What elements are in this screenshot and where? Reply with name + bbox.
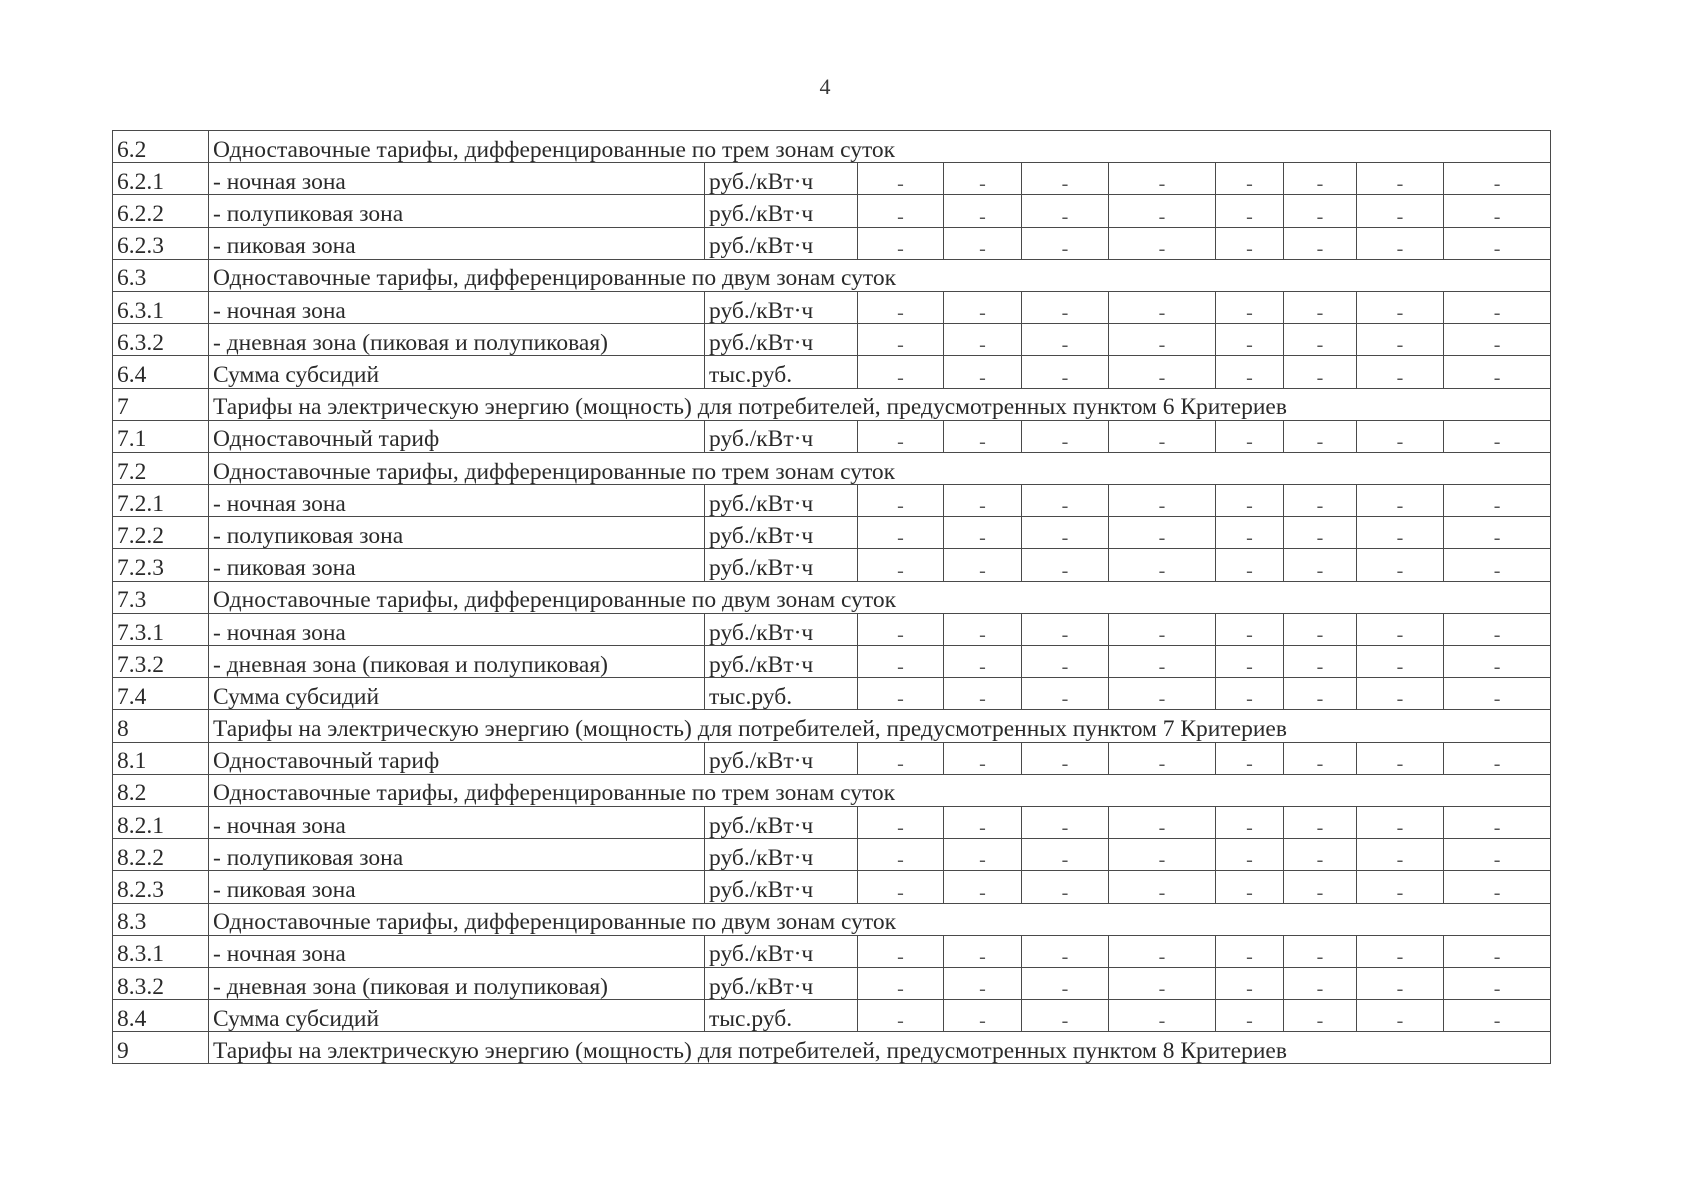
value-cell: - <box>1357 163 1444 195</box>
row-unit: руб./кВт·ч <box>705 517 858 549</box>
row-unit: руб./кВт·ч <box>705 420 858 452</box>
value-cell: - <box>1284 356 1357 388</box>
value-cell: - <box>858 195 944 227</box>
value-cell: - <box>1284 420 1357 452</box>
row-unit: руб./кВт·ч <box>705 967 858 999</box>
value-cell: - <box>1109 324 1216 356</box>
section-row <box>113 710 1551 742</box>
value-cell: - <box>1444 195 1551 227</box>
table-row <box>113 871 1551 903</box>
value-cell: - <box>1357 839 1444 871</box>
row-number: 8.2 <box>113 774 209 806</box>
value-cell: - <box>1444 871 1551 903</box>
value-cell: - <box>1284 967 1357 999</box>
row-number: 7.3 <box>113 581 209 613</box>
value-cell: - <box>1444 517 1551 549</box>
value-cell: - <box>1444 935 1551 967</box>
row-name: - пиковая зона <box>209 549 705 581</box>
section-title: Одноставочные тарифы, дифференцированные по двум зонам суток <box>209 903 1551 935</box>
row-unit: руб./кВт·ч <box>705 549 858 581</box>
value-cell: - <box>1109 646 1216 678</box>
value-cell: - <box>1022 195 1109 227</box>
value-cell: - <box>858 356 944 388</box>
row-unit: руб./кВт·ч <box>705 324 858 356</box>
value-cell: - <box>1284 742 1357 774</box>
table-row <box>113 356 1551 388</box>
value-cell: - <box>1216 678 1284 710</box>
value-cell: - <box>1357 967 1444 999</box>
value-cell: - <box>1022 517 1109 549</box>
value-cell: - <box>944 356 1022 388</box>
row-name: - полупиковая зона <box>209 839 705 871</box>
value-cell: - <box>1216 195 1284 227</box>
value-cell: - <box>1022 839 1109 871</box>
row-number: 8.3 <box>113 903 209 935</box>
value-cell: - <box>858 646 944 678</box>
row-number: 8.3.1 <box>113 935 209 967</box>
value-cell: - <box>944 291 1022 323</box>
row-name: Одноставочный тариф <box>209 742 705 774</box>
value-cell: - <box>1109 163 1216 195</box>
row-name: - дневная зона (пиковая и полупиковая) <box>209 324 705 356</box>
value-cell: - <box>1284 549 1357 581</box>
row-number: 7.3.1 <box>113 613 209 645</box>
value-cell: - <box>1284 839 1357 871</box>
table-row <box>113 742 1551 774</box>
row-unit: руб./кВт·ч <box>705 806 858 838</box>
value-cell: - <box>858 517 944 549</box>
row-name: - ночная зона <box>209 613 705 645</box>
row-unit: руб./кВт·ч <box>705 871 858 903</box>
value-cell: - <box>1357 324 1444 356</box>
value-cell: - <box>1357 646 1444 678</box>
value-cell: - <box>1357 1000 1444 1032</box>
table-row <box>113 324 1551 356</box>
value-cell: - <box>1284 871 1357 903</box>
value-cell: - <box>1109 420 1216 452</box>
section-row <box>113 774 1551 806</box>
section-row <box>113 581 1551 613</box>
value-cell: - <box>1022 871 1109 903</box>
value-cell: - <box>1444 291 1551 323</box>
row-number: 7.2 <box>113 452 209 484</box>
row-name: - дневная зона (пиковая и полупиковая) <box>209 646 705 678</box>
row-number: 8.4 <box>113 1000 209 1032</box>
value-cell: - <box>1444 839 1551 871</box>
value-cell: - <box>1022 549 1109 581</box>
row-name: - полупиковая зона <box>209 517 705 549</box>
value-cell: - <box>1022 420 1109 452</box>
value-cell: - <box>1216 356 1284 388</box>
value-cell: - <box>1284 517 1357 549</box>
value-cell: - <box>1357 678 1444 710</box>
row-number: 7.2.2 <box>113 517 209 549</box>
value-cell: - <box>1216 613 1284 645</box>
value-cell: - <box>1022 1000 1109 1032</box>
row-number: 6.2.1 <box>113 163 209 195</box>
row-name: - полупиковая зона <box>209 195 705 227</box>
section-title: Одноставочные тарифы, дифференцированные по двум зонам суток <box>209 259 1551 291</box>
value-cell: - <box>1284 227 1357 259</box>
value-cell: - <box>1357 742 1444 774</box>
section-title: Тарифы на электрическую энергию (мощность) для потребителей, предусмотренных пунктом 6 Критериев <box>209 388 1551 420</box>
row-name: - ночная зона <box>209 485 705 517</box>
value-cell: - <box>1216 227 1284 259</box>
value-cell: - <box>1284 613 1357 645</box>
value-cell: - <box>1022 646 1109 678</box>
row-number: 8.2.3 <box>113 871 209 903</box>
table-row <box>113 967 1551 999</box>
value-cell: - <box>1284 195 1357 227</box>
row-number: 7 <box>113 388 209 420</box>
value-cell: - <box>1216 742 1284 774</box>
section-title: Одноставочные тарифы, дифференцированные по трем зонам суток <box>209 452 1551 484</box>
table-row <box>113 420 1551 452</box>
value-cell: - <box>858 806 944 838</box>
value-cell: - <box>1216 839 1284 871</box>
value-cell: - <box>1284 646 1357 678</box>
value-cell: - <box>1022 356 1109 388</box>
value-cell: - <box>1357 806 1444 838</box>
value-cell: - <box>1357 195 1444 227</box>
value-cell: - <box>1109 806 1216 838</box>
value-cell: - <box>1357 356 1444 388</box>
value-cell: - <box>944 1000 1022 1032</box>
value-cell: - <box>1357 517 1444 549</box>
value-cell: - <box>944 967 1022 999</box>
table-row <box>113 839 1551 871</box>
row-number: 7.4 <box>113 678 209 710</box>
value-cell: - <box>1022 967 1109 999</box>
value-cell: - <box>944 871 1022 903</box>
value-cell: - <box>1216 324 1284 356</box>
section-row <box>113 131 1551 163</box>
row-unit: тыс.руб. <box>705 678 858 710</box>
value-cell: - <box>1216 517 1284 549</box>
value-cell: - <box>1284 935 1357 967</box>
value-cell: - <box>1216 935 1284 967</box>
value-cell: - <box>858 291 944 323</box>
table-row <box>113 195 1551 227</box>
row-number: 6.3.1 <box>113 291 209 323</box>
value-cell: - <box>858 324 944 356</box>
table-row <box>113 646 1551 678</box>
value-cell: - <box>1357 291 1444 323</box>
value-cell: - <box>1109 356 1216 388</box>
section-title: Одноставочные тарифы, дифференцированные по трем зонам суток <box>209 774 1551 806</box>
table-row <box>113 1000 1551 1032</box>
table-row <box>113 678 1551 710</box>
row-unit: руб./кВт·ч <box>705 227 858 259</box>
value-cell: - <box>1357 871 1444 903</box>
section-title: Тарифы на электрическую энергию (мощность) для потребителей, предусмотренных пунктом 7 Критериев <box>209 710 1551 742</box>
value-cell: - <box>1444 163 1551 195</box>
value-cell: - <box>1109 742 1216 774</box>
value-cell: - <box>944 163 1022 195</box>
row-number: 6.3.2 <box>113 324 209 356</box>
value-cell: - <box>1444 806 1551 838</box>
value-cell: - <box>944 646 1022 678</box>
row-name: - пиковая зона <box>209 871 705 903</box>
value-cell: - <box>1109 935 1216 967</box>
row-number: 8 <box>113 710 209 742</box>
value-cell: - <box>1444 742 1551 774</box>
value-cell: - <box>1022 613 1109 645</box>
table-row <box>113 485 1551 517</box>
value-cell: - <box>1444 646 1551 678</box>
value-cell: - <box>858 163 944 195</box>
value-cell: - <box>858 678 944 710</box>
value-cell: - <box>1284 324 1357 356</box>
row-number: 6.3 <box>113 259 209 291</box>
row-name: - пиковая зона <box>209 227 705 259</box>
value-cell: - <box>1022 935 1109 967</box>
row-number: 7.3.2 <box>113 646 209 678</box>
value-cell: - <box>1216 1000 1284 1032</box>
value-cell: - <box>1022 742 1109 774</box>
row-unit: руб./кВт·ч <box>705 613 858 645</box>
row-unit: руб./кВт·ч <box>705 485 858 517</box>
value-cell: - <box>1284 806 1357 838</box>
value-cell: - <box>944 485 1022 517</box>
row-number: 7.2.1 <box>113 485 209 517</box>
table-body <box>113 131 1551 1064</box>
value-cell: - <box>1444 420 1551 452</box>
row-name: Одноставочный тариф <box>209 420 705 452</box>
value-cell: - <box>944 613 1022 645</box>
value-cell: - <box>1444 678 1551 710</box>
value-cell: - <box>1284 485 1357 517</box>
row-name: - ночная зона <box>209 291 705 323</box>
row-unit: руб./кВт·ч <box>705 195 858 227</box>
value-cell: - <box>1216 967 1284 999</box>
table-row <box>113 517 1551 549</box>
table-row <box>113 163 1551 195</box>
value-cell: - <box>1109 678 1216 710</box>
row-unit: тыс.руб. <box>705 356 858 388</box>
section-title: Тарифы на электрическую энергию (мощность) для потребителей, предусмотренных пунктом 8 Критериев <box>209 1032 1551 1064</box>
value-cell: - <box>1022 806 1109 838</box>
row-number: 8.2.2 <box>113 839 209 871</box>
value-cell: - <box>1444 227 1551 259</box>
value-cell: - <box>1357 485 1444 517</box>
row-number: 6.2.2 <box>113 195 209 227</box>
row-number: 8.2.1 <box>113 806 209 838</box>
row-name: - ночная зона <box>209 935 705 967</box>
row-unit: тыс.руб. <box>705 1000 858 1032</box>
value-cell: - <box>1284 163 1357 195</box>
value-cell: - <box>858 1000 944 1032</box>
value-cell: - <box>858 549 944 581</box>
value-cell: - <box>1216 291 1284 323</box>
value-cell: - <box>1444 549 1551 581</box>
value-cell: - <box>858 485 944 517</box>
row-name: Сумма субсидий <box>209 1000 705 1032</box>
row-name: - ночная зона <box>209 806 705 838</box>
value-cell: - <box>944 195 1022 227</box>
value-cell: - <box>1022 227 1109 259</box>
value-cell: - <box>858 935 944 967</box>
value-cell: - <box>1357 613 1444 645</box>
row-unit: руб./кВт·ч <box>705 163 858 195</box>
row-unit: руб./кВт·ч <box>705 742 858 774</box>
value-cell: - <box>1022 291 1109 323</box>
value-cell: - <box>1444 485 1551 517</box>
row-number: 6.2 <box>113 131 209 163</box>
row-number: 6.2.3 <box>113 227 209 259</box>
value-cell: - <box>1109 613 1216 645</box>
value-cell: - <box>1022 163 1109 195</box>
value-cell: - <box>1284 291 1357 323</box>
value-cell: - <box>1109 839 1216 871</box>
value-cell: - <box>1022 678 1109 710</box>
value-cell: - <box>858 742 944 774</box>
section-row <box>113 452 1551 484</box>
row-name: Сумма субсидий <box>209 678 705 710</box>
value-cell: - <box>1109 195 1216 227</box>
section-row <box>113 259 1551 291</box>
row-number: 7.1 <box>113 420 209 452</box>
row-number: 8.3.2 <box>113 967 209 999</box>
value-cell: - <box>858 613 944 645</box>
value-cell: - <box>1216 871 1284 903</box>
value-cell: - <box>944 324 1022 356</box>
row-number: 6.4 <box>113 356 209 388</box>
row-name: - дневная зона (пиковая и полупиковая) <box>209 967 705 999</box>
value-cell: - <box>1284 678 1357 710</box>
value-cell: - <box>1109 291 1216 323</box>
value-cell: - <box>1216 485 1284 517</box>
value-cell: - <box>944 549 1022 581</box>
value-cell: - <box>1444 1000 1551 1032</box>
section-row <box>113 1032 1551 1064</box>
value-cell: - <box>944 517 1022 549</box>
value-cell: - <box>944 742 1022 774</box>
table-row <box>113 806 1551 838</box>
value-cell: - <box>1109 871 1216 903</box>
section-title: Одноставочные тарифы, дифференцированные по двум зонам суток <box>209 581 1551 613</box>
value-cell: - <box>1109 517 1216 549</box>
row-unit: руб./кВт·ч <box>705 935 858 967</box>
value-cell: - <box>1216 806 1284 838</box>
row-unit: руб./кВт·ч <box>705 839 858 871</box>
value-cell: - <box>1216 420 1284 452</box>
table-row <box>113 549 1551 581</box>
value-cell: - <box>858 871 944 903</box>
value-cell: - <box>944 806 1022 838</box>
value-cell: - <box>1444 967 1551 999</box>
table-row <box>113 291 1551 323</box>
value-cell: - <box>1109 227 1216 259</box>
table-row <box>113 935 1551 967</box>
value-cell: - <box>1109 549 1216 581</box>
value-cell: - <box>1109 485 1216 517</box>
value-cell: - <box>1216 646 1284 678</box>
value-cell: - <box>1444 356 1551 388</box>
section-row <box>113 903 1551 935</box>
value-cell: - <box>1216 163 1284 195</box>
row-unit: руб./кВт·ч <box>705 646 858 678</box>
value-cell: - <box>1022 324 1109 356</box>
value-cell: - <box>944 839 1022 871</box>
value-cell: - <box>944 227 1022 259</box>
value-cell: - <box>858 967 944 999</box>
value-cell: - <box>1357 935 1444 967</box>
row-name: Сумма субсидий <box>209 356 705 388</box>
section-row <box>113 388 1551 420</box>
value-cell: - <box>858 420 944 452</box>
row-number: 9 <box>113 1032 209 1064</box>
value-cell: - <box>944 678 1022 710</box>
table-row <box>113 227 1551 259</box>
value-cell: - <box>1444 613 1551 645</box>
value-cell: - <box>944 935 1022 967</box>
value-cell: - <box>944 420 1022 452</box>
row-unit: руб./кВт·ч <box>705 291 858 323</box>
value-cell: - <box>1444 324 1551 356</box>
value-cell: - <box>1022 485 1109 517</box>
value-cell: - <box>1357 227 1444 259</box>
table-row <box>113 613 1551 645</box>
row-name: - ночная зона <box>209 163 705 195</box>
value-cell: - <box>1357 420 1444 452</box>
section-title: Одноставочные тарифы, дифференцированные по трем зонам суток <box>209 131 1551 163</box>
value-cell: - <box>858 839 944 871</box>
row-number: 7.2.3 <box>113 549 209 581</box>
page-number: 4 <box>819 74 831 99</box>
value-cell: - <box>1109 967 1216 999</box>
value-cell: - <box>1109 1000 1216 1032</box>
value-cell: - <box>1216 549 1284 581</box>
value-cell: - <box>1284 1000 1357 1032</box>
tariff-table <box>112 130 1551 1064</box>
value-cell: - <box>1357 549 1444 581</box>
value-cell: - <box>858 227 944 259</box>
row-number: 8.1 <box>113 742 209 774</box>
